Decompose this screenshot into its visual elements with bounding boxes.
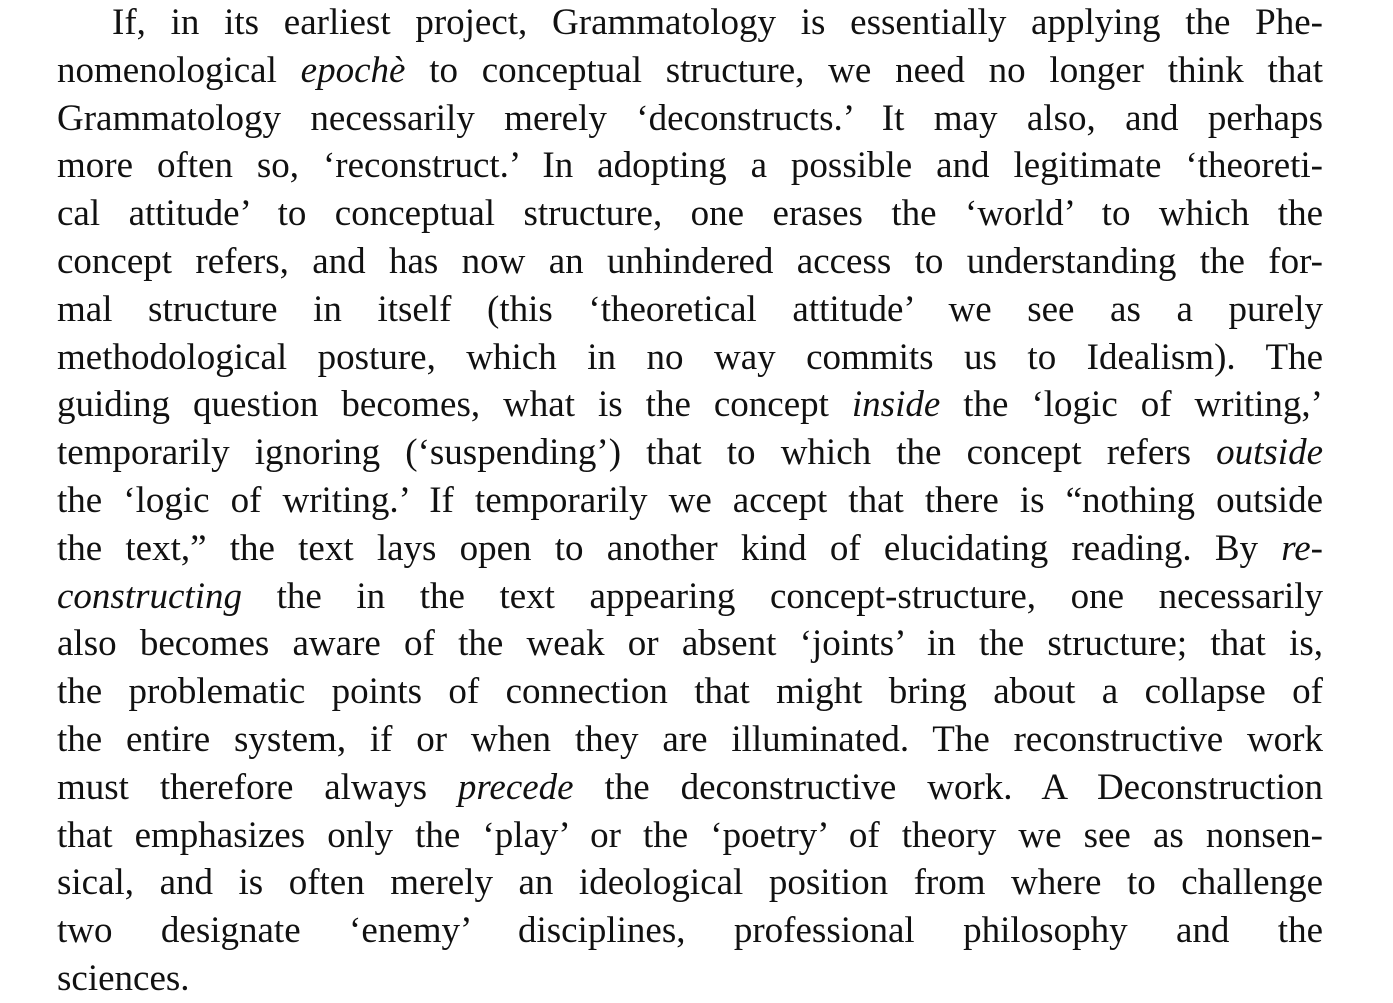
italic-text-segment: re- — [1281, 527, 1323, 569]
text-segment: to conceptual structure, we need no longer think that — [405, 49, 1324, 91]
text-line — [112, 0, 1323, 47]
text-segment: the text,” the text lays open to another kind of elucidating reading. By — [57, 527, 1282, 569]
italic-text-segment: outside — [1216, 432, 1323, 474]
text-segment: concept refers, and has now an unhindered access to understanding the for- — [57, 241, 1323, 282]
text-segment: must therefore always — [57, 766, 458, 808]
text-segment: the in the text appearing concept-structure, one necessarily — [241, 575, 1323, 617]
text-segment: nomenological — [57, 49, 301, 91]
text-line — [57, 812, 1323, 860]
text-line — [57, 95, 1323, 143]
italic-text-segment: inside — [851, 384, 941, 426]
text-segment: the deconstructive work. A Deconstruction — [573, 766, 1323, 808]
text-line — [57, 668, 1323, 716]
text-line — [57, 286, 1323, 334]
text-segment: also becomes aware of the weak or absent ‘joints’ in the structure; that is, — [57, 623, 1323, 665]
text-line — [57, 573, 1323, 621]
text-segment: sical, and is often merely an ideological position from where to challenge — [57, 862, 1323, 904]
text-line — [57, 859, 1323, 907]
italic-text-segment: epochè — [300, 49, 406, 91]
text-segment: sciences. — [57, 958, 190, 999]
text-segment: If, in its earliest project, Grammatology is essentially applying the Phe- — [112, 2, 1323, 43]
text-line — [57, 190, 1323, 238]
text-line — [57, 47, 1323, 95]
text-line — [57, 907, 1323, 955]
italic-text-segment: precede — [457, 766, 574, 808]
text-line — [57, 525, 1323, 573]
text-segment: two designate ‘enemy’ disciplines, professional philosophy and the — [57, 910, 1323, 952]
text-segment: mal structure in itself (this ‘theoretical attitude’ we see as a purely — [57, 288, 1323, 330]
text-segment: the problematic points of connection that might bring about a collapse of — [57, 671, 1323, 713]
text-segment: more often so, ‘reconstruct.’ In adopting a possible and legitimate ‘theoreti- — [57, 145, 1323, 187]
text-line — [57, 955, 1323, 1003]
text-line — [57, 620, 1323, 668]
text-segment: guiding question becomes, what is the concept — [57, 384, 852, 426]
italic-text-segment: constructing — [57, 575, 242, 617]
page — [57, 0, 1324, 999]
text-line — [57, 764, 1323, 812]
text-segment: the ‘logic of writing.’ If temporarily we accept that there is “nothing outside — [57, 480, 1323, 521]
text-line — [57, 716, 1323, 764]
text-line — [57, 238, 1323, 286]
text-line — [57, 381, 1323, 429]
text-line — [57, 334, 1323, 382]
text-segment: the ‘logic of writing,’ — [940, 384, 1323, 426]
text-segment: cal attitude’ to conceptual structure, one erases the ‘world’ to which the — [57, 193, 1323, 235]
text-line — [57, 142, 1323, 190]
text-line — [57, 477, 1323, 525]
text-line — [57, 429, 1323, 477]
text-segment: methodological posture, which in no way commits us to Idealism). The — [57, 336, 1323, 378]
text-segment: temporarily ignoring (‘suspending’) that to which the concept refers — [57, 432, 1217, 474]
text-segment: the entire system, if or when they are illuminated. The reconstructive work — [57, 719, 1323, 760]
text-segment: Grammatology necessarily merely ‘deconstructs.’ It may also, and perhaps — [57, 97, 1323, 139]
text-segment: that emphasizes only the ‘play’ or the ‘poetry’ of theory we see as nonsen- — [57, 814, 1323, 856]
